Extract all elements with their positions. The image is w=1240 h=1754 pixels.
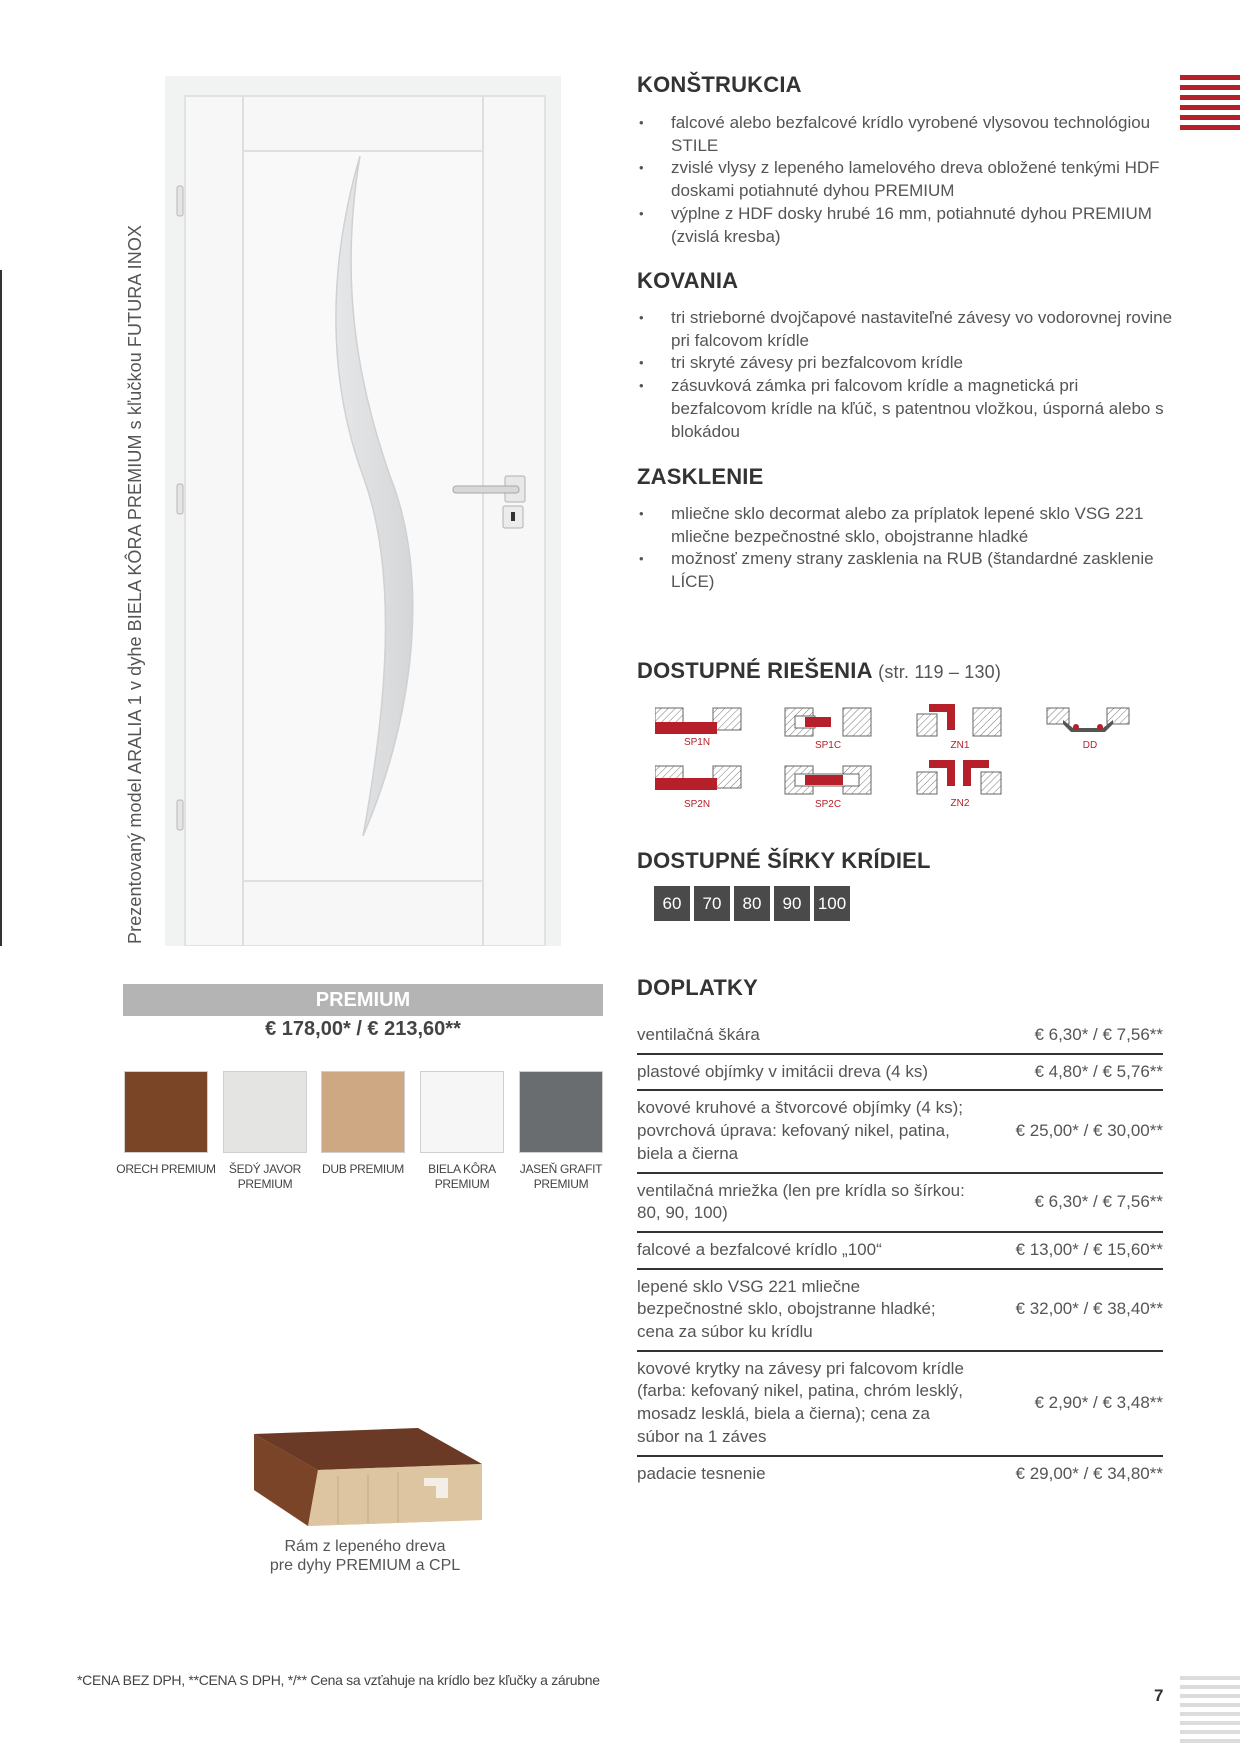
page-number: 7 <box>1154 1686 1164 1705</box>
row-price: € 6,30* / € 7,56** <box>1034 1025 1163 1044</box>
row-price: € 32,00* / € 38,40** <box>1015 1299 1163 1319</box>
list-item: • tri strieborné dvojčapové nastaviteľné závesy vo vodorovnej rovine pri falcovom krídle <box>637 307 1177 352</box>
grey-stripes-decoration <box>1180 1676 1240 1748</box>
swatch-label: ORECH PREMIUM <box>116 1162 216 1176</box>
swatch-dub <box>321 1071 405 1153</box>
table-row <box>637 1174 1163 1233</box>
solution-zn1-diagram <box>917 704 1001 736</box>
row-desc: padacie tesnenie <box>637 1463 766 1483</box>
list-item: • výplne z HDF dosky hrubé 16 mm, potiahnuté dyhou PREMIUM (zvislá kresba) <box>637 203 1177 248</box>
solution-label-sp1c: SP1C <box>814 740 842 751</box>
solution-label-sp1n: SP1N <box>683 737 711 748</box>
swatch-label: DUB PREMIUM <box>321 1162 405 1176</box>
row-price: € 6,30* / € 7,56** <box>1034 1191 1163 1211</box>
solution-sp1n-diagram <box>655 708 741 734</box>
solution-sp2c-diagram <box>785 766 871 794</box>
solution-label-dd: DD <box>1082 740 1098 751</box>
swatch-sedy-javor <box>223 1071 307 1153</box>
door-image <box>165 76 561 946</box>
width-70: 70 <box>694 886 730 921</box>
swatch-label: JASEŇ GRAFIT PREMIUM <box>519 1162 603 1191</box>
row-desc: ventilačná mriežka (len pre krídla so šírkou: 80, 90, 100) <box>637 1180 965 1223</box>
solutions-title <box>637 658 1001 684</box>
row-desc: ventilačná škára <box>637 1025 760 1044</box>
row-price: € 25,00* / € 30,00** <box>1015 1121 1163 1141</box>
row-desc: lepené sklo VSG 221 mliečne bezpečnostné sklo, obojstranne hladké; cena za súbor ku krídlu <box>637 1276 936 1342</box>
list-item: • tri skryté závesy pri bezfalcovom krídle <box>637 352 1177 375</box>
premium-price: € 178,00* / € 213,60** <box>265 1018 461 1040</box>
premium-label: PREMIUM <box>123 984 603 1016</box>
konstrukcia-title: KONŠTRUKCIA <box>637 72 802 97</box>
solution-sp2n-diagram <box>655 766 741 790</box>
frame-caption-line: pre dyhy PREMIUM a CPL <box>269 1557 461 1574</box>
widths-title: DOSTUPNÉ ŠÍRKY KRÍDIEL <box>637 848 931 873</box>
table-row <box>637 1457 1163 1492</box>
row-desc: plastové objímky v imitácii dreva (4 ks) <box>637 1061 928 1081</box>
list-item: • mliečne sklo decormat alebo za príplatok lepené sklo VSG 221 mliečne bezpečnostné sklo, obojstranne hladké <box>637 503 1177 548</box>
swatch-orech <box>124 1071 208 1153</box>
list-item: • falcové alebo bezfalcové krídlo vyrobené vlysovou technológiou STILE <box>637 112 1177 157</box>
kovania-list <box>637 307 1177 443</box>
doplatky-title: DOPLATKY <box>637 975 758 1000</box>
width-100: 100 <box>814 886 850 921</box>
zasklenie-title: ZASKLENIE <box>637 464 764 489</box>
swatch-label: ŠEDÝ JAVOR PREMIUM <box>228 1162 302 1191</box>
doplatky-table <box>637 1018 1163 1491</box>
solution-dd-diagram <box>1047 708 1129 732</box>
swatch-biela-kora <box>420 1071 504 1153</box>
widths-list <box>654 886 850 921</box>
solutions-pages: (str. 119 – 130) <box>878 662 1002 682</box>
solutions-diagrams <box>655 700 1145 815</box>
list-item: • zásuvková zámka pri falcovom krídle a magnetická pri bezfalcovom krídle na kľúč, s patentnou vložkou, úsporná alebo s blokádou <box>637 375 1177 443</box>
solution-sp1c-diagram <box>785 708 871 736</box>
zasklenie-list <box>637 503 1177 594</box>
solution-zn2-diagram <box>917 760 1001 794</box>
red-stripes-decoration <box>1180 75 1240 135</box>
model-caption: Prezentovaný model ARALIA 1 v dyhe BIELA KÔRA PREMIUM s kľučkou FUTURA INOX <box>125 224 145 944</box>
swatch-label: BIELA KÔRA PREMIUM <box>428 1162 496 1191</box>
solution-label-zn2: ZN2 <box>950 798 970 809</box>
frame-image <box>248 1428 488 1528</box>
table-row <box>637 1018 1163 1055</box>
table-row <box>637 1352 1163 1457</box>
row-price: € 2,90* / € 3,48** <box>1034 1392 1163 1412</box>
width-60: 60 <box>654 886 690 921</box>
frame-caption <box>240 1537 490 1575</box>
row-price: € 13,00* / € 15,60** <box>1015 1239 1163 1259</box>
table-row <box>637 1270 1163 1352</box>
footnote: *CENA BEZ DPH, **CENA S DPH, */** Cena sa vzťahuje na krídlo bez kľučky a zárubne <box>77 1672 600 1688</box>
width-80: 80 <box>734 886 770 921</box>
list-item: • zvislé vlysy z lepeného lamelového dreva obložené tenkými HDF doskami potiahnuté dyhou PREMIUM <box>637 157 1177 202</box>
swatch-jasen-grafit <box>519 1071 603 1153</box>
table-row <box>637 1233 1163 1270</box>
row-price: € 4,80* / € 5,76** <box>1034 1061 1163 1081</box>
row-desc: kovové krytky na závesy pri falcovom krídle (farba: kefovaný nikel, patina, chróm lesklý, mosadz lesklá, biela a čierna); cena za súbor na 1 záves <box>637 1358 964 1446</box>
door-illustration <box>165 76 561 946</box>
solutions-title-text: DOSTUPNÉ RIEŠENIA <box>637 658 872 683</box>
table-row <box>637 1091 1163 1173</box>
solution-label-sp2c: SP2C <box>814 799 842 810</box>
list-item: • možnosť zmeny strany zasklenia na RUB (štandardné zasklenie LÍCE) <box>637 548 1177 593</box>
solution-label-sp2n: SP2N <box>683 799 711 810</box>
kovania-title: KOVANIA <box>637 268 739 293</box>
row-desc: kovové kruhové a štvorcové objímky (4 ks); povrchová úprava: kefovaný nikel, patina, biela a čierna <box>637 1098 963 1163</box>
table-row <box>637 1055 1163 1092</box>
row-price: € 29,00* / € 34,80** <box>1015 1463 1163 1483</box>
left-edge-line <box>0 270 2 946</box>
konstrukcia-list <box>637 112 1177 248</box>
solution-label-zn1: ZN1 <box>950 740 970 751</box>
row-desc: falcové a bezfalcové krídlo „100“ <box>637 1239 882 1259</box>
frame-caption-line: Rám z lepeného dreva <box>284 1538 446 1555</box>
width-90: 90 <box>774 886 810 921</box>
